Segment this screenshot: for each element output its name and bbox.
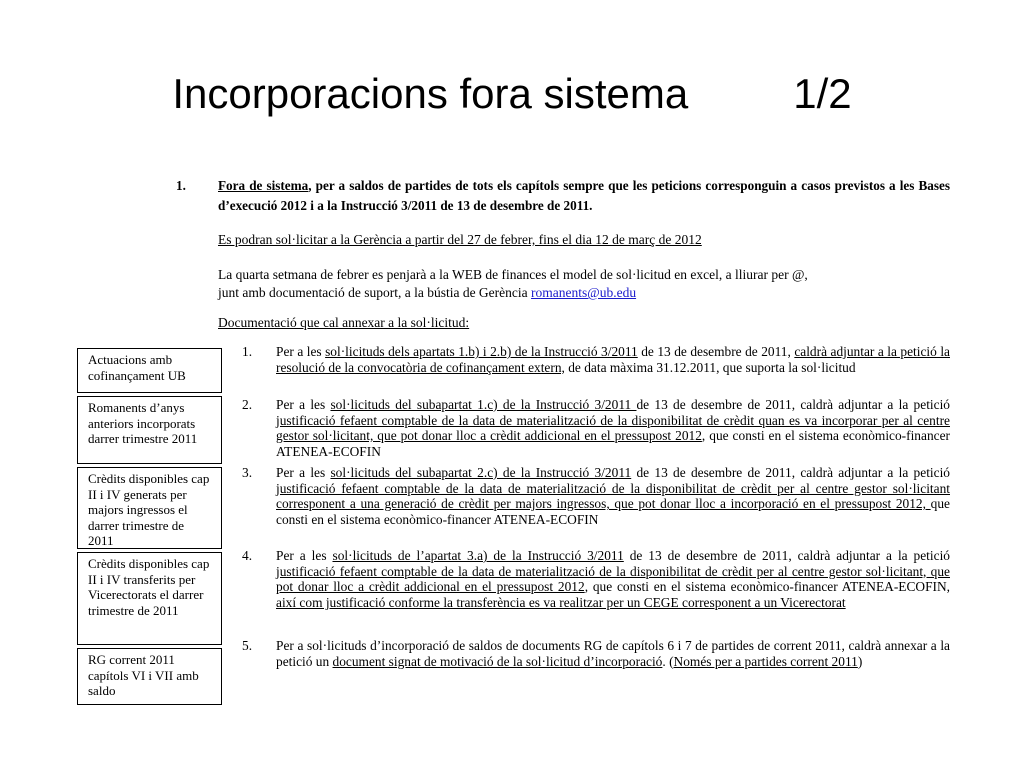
item-text-segment: Per a les [276,344,326,359]
model-line-1: La quarta setmana de febrer es penjarà a la WEB de finances el model de sol·licitud en excel, a lliurar per @, [218,267,808,282]
item-text-segment: document signat de motivació de la sol·licitud d’incorporació [332,653,663,669]
docs-heading: Documentació que cal annexar a la sol·licitud: [218,315,470,330]
section-heading: Fora de sistema [218,178,309,193]
item-text-segment: justificació fefaent comptable de la data de materialització de la disponibilitat de crèdit quan es va incorporar per al centre gestor sol·licitant, que pot donar lloc a crèdit addicional en el pressupost 2012 [276,412,950,444]
item-number: 3. [242,465,253,480]
section-1 [176,176,950,216]
email-link[interactable]: romanents@ub.edu [531,285,637,300]
item-text-segment: Per a sol·licituds d’incorporació de saldos de documents RG de capítols 6 i 7 de partides de corrent 2011, caldrà annexar a la petició un [276,638,950,669]
item-text-segment: sol·licituds de l’apartat 3.a) de la Instrucció 3/2011 [332,548,624,563]
item-text-segment: de 13 de desembre de 2011, [637,344,795,359]
item-text-segment: . ( [662,653,674,669]
side-box-romanents: Romanents d’anys anteriors incorporats darrer trimestre 2011 [77,396,222,464]
item-text [276,638,950,669]
item-text-segment: ) [857,653,863,669]
side-box-credits-generats: Crèdits disponibles cap II i IV generats per majors ingressos el darrer trimestre de 2011 [77,467,222,549]
item-text-segment: de data màxima 31.12.2011, que suporta la sol·licitud [564,359,856,375]
item-number: 1. [242,344,253,359]
page-title: Incorporacions fora sistema 1/2 [172,70,852,117]
side-box-cofinancament: Actuacions amb cofinançament UB [77,348,222,393]
item-number: 2. [242,397,253,412]
item-text-segment: justificació fefaent comptable de la data de materialització de la disponibilitat de crèdit per al centre gestor sol·licitant corresponent a una generació de crèdit per majors ingressos, que pot donar lloc a incorporació en el pressupost 2012, [276,480,950,512]
item-text-segment: , que consti en el sistema econòmico-financer ATENEA-ECOFIN [276,428,950,459]
item-text-segment: sol·licituds del subapartat 2.c) de la Instrucció 3/2011 [330,465,632,480]
side-box-credits-transferits: Crèdits disponibles cap II i IV transferits per Vicerectorats el darrer trimestre de 2011 [77,552,222,645]
item-text-segment: caldrà adjuntar a la petició la resolució de la convocatòria de cofinançament extern, [276,344,950,375]
item-text-segment: així com justificació conforme la transferència es va realitzar per un CEGE corresponent a un Vicerectorat [276,594,846,610]
item-text-segment: de 13 de desembre de 2011, caldrà adjuntar a la petició [631,465,950,480]
side-box-rg-corrent: RG corrent 2011 capítols VI i VII amb saldo [77,648,222,705]
section-number: 1. [176,178,186,193]
item-text-segment: sol·licituds del subapartat 1.c) de la Instrucció 3/2011 [330,397,637,412]
item-text-segment: de 13 de desembre de 2011, caldrà adjuntar a la petició [636,397,950,412]
item-text-segment: Per a les [276,465,331,480]
item-text [276,344,950,375]
deadline-text: Es podran sol·licitar a la Gerència a partir del 27 de febrer, fins el dia 12 de març de 2012 [218,232,702,247]
item-text-segment: justificació fefaent comptable de la data de materialització de la disponibilitat de crèdit per al centre gestor sol·licitant, que pot donar lloc a crèdit addicional en el pressupost 2012 [276,563,950,595]
item-text-segment: de 13 de desembre de 2011, caldrà adjuntar a la petició [623,548,950,563]
item-text [276,548,950,610]
doc-item-2 [242,397,950,459]
item-text [276,397,950,459]
model-line-2 [218,284,636,301]
item-number: 5. [242,638,253,653]
item-text-segment: Per a les [276,548,333,563]
item-text-segment: que consti en el sistema econòmico-financer ATENEA-ECOFIN [276,496,950,527]
item-text-segment: Per a les [276,397,331,412]
doc-item-1 [242,344,950,375]
doc-item-3 [242,465,950,527]
item-number: 4. [242,548,253,563]
item-text-segment: , que consti en el sistema econòmico-financer ATENEA-ECOFIN, [584,579,950,595]
item-text-segment: Només per a partides corrent 2011 [673,653,858,669]
item-text-segment: sol·licituds dels apartats 1.b) i 2.b) de la Instrucció 3/2011 [325,344,638,359]
doc-item-5 [242,638,950,669]
section-text: , per a saldos de partides de tots els capítols sempre que les peticions corresponguin a casos previstos a les Bases d’execució 2012 i a la Instrucció 3/2011 de 13 de desembre de 2011. [218,178,950,213]
model-line-2-text: junt amb documentació de suport, a la bústia de Gerència [218,285,532,300]
item-text [276,465,950,527]
doc-item-4 [242,548,950,610]
